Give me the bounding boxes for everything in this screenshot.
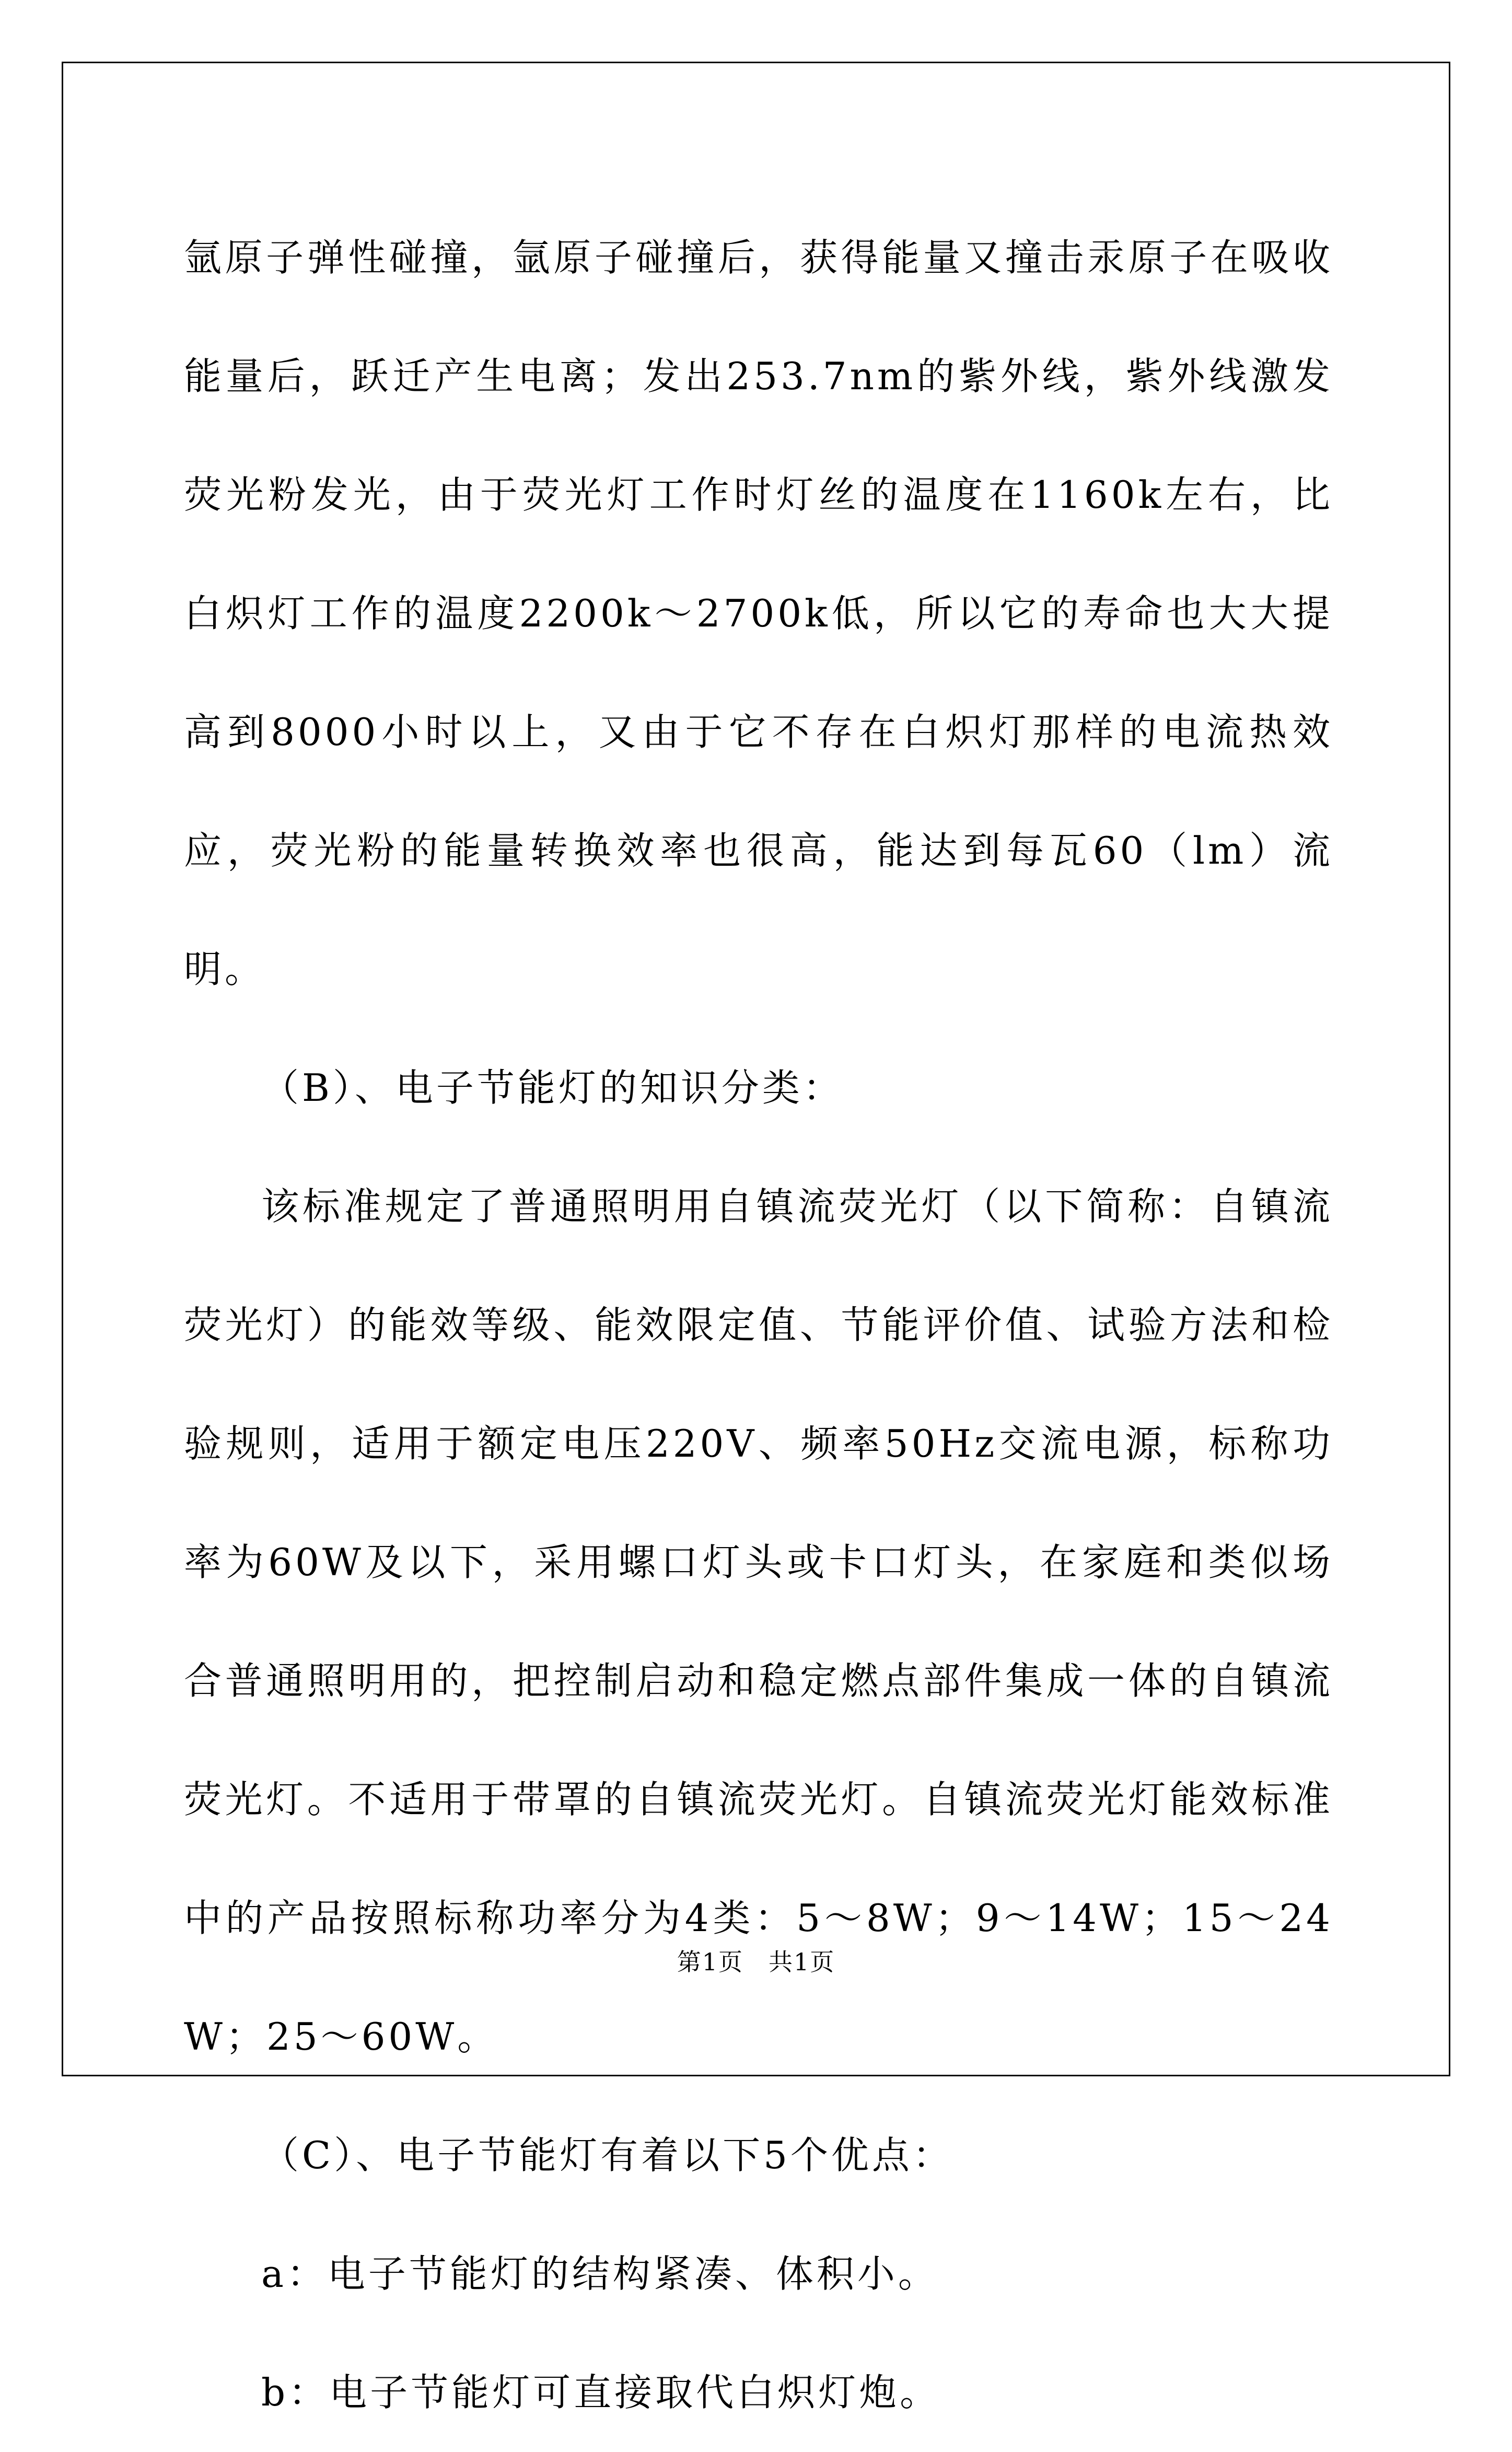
document-body [184, 199, 1333, 2452]
list-item-b: b：电子节能灯可直接取代白炽灯炮。 [261, 2370, 941, 2414]
list-item-a: a：电子节能灯的结构紧凑、体积小。 [261, 2252, 939, 2296]
page-number-footer: 第1页 共1页 [677, 1948, 835, 1976]
paragraph: 该标准规定了普通照明用自镇流荧光灯（以下简称：自镇流荧光灯）的能效等级、能效限定值、节能评价值、试验方法和检验规则，适用于额定电压220V、频率50Hz交流电源，标称功率为60W及以下，采用螺口灯头或卡口灯头，在家庭和类似场合普通照明用的，把控制启动和稳定燃点部件集成一体的自镇流荧光灯。不适用于带罩的自镇流荧光灯。自镇流荧光灯能效标准中的产品按照标称功率分为4类：5～8W；9～14W；15～24W；25～60W。 [184, 1184, 1333, 2059]
paragraph: 氩原子弹性碰撞，氩原子碰撞后，获得能量又撞击汞原子在吸收能量后，跃迁产生电离；发出253.7nm的紫外线，紫外线激发荧光粉发光，由于荧光灯工作时灯丝的温度在1160k左右，比白炽灯工作的温度2200k～2700k低，所以它的寿命也大大提高到8000小时以上，又由于它不存在白炽灯那样的电流热效应，荧光粉的能量转换效率也很高，能达到每瓦60（lm）流明。 [184, 236, 1333, 991]
section-heading-b: （B）、电子节能灯的知识分类： [261, 1066, 844, 1110]
section-heading-c: （C）、电子节能灯有着以下5个优点： [261, 2133, 953, 2177]
